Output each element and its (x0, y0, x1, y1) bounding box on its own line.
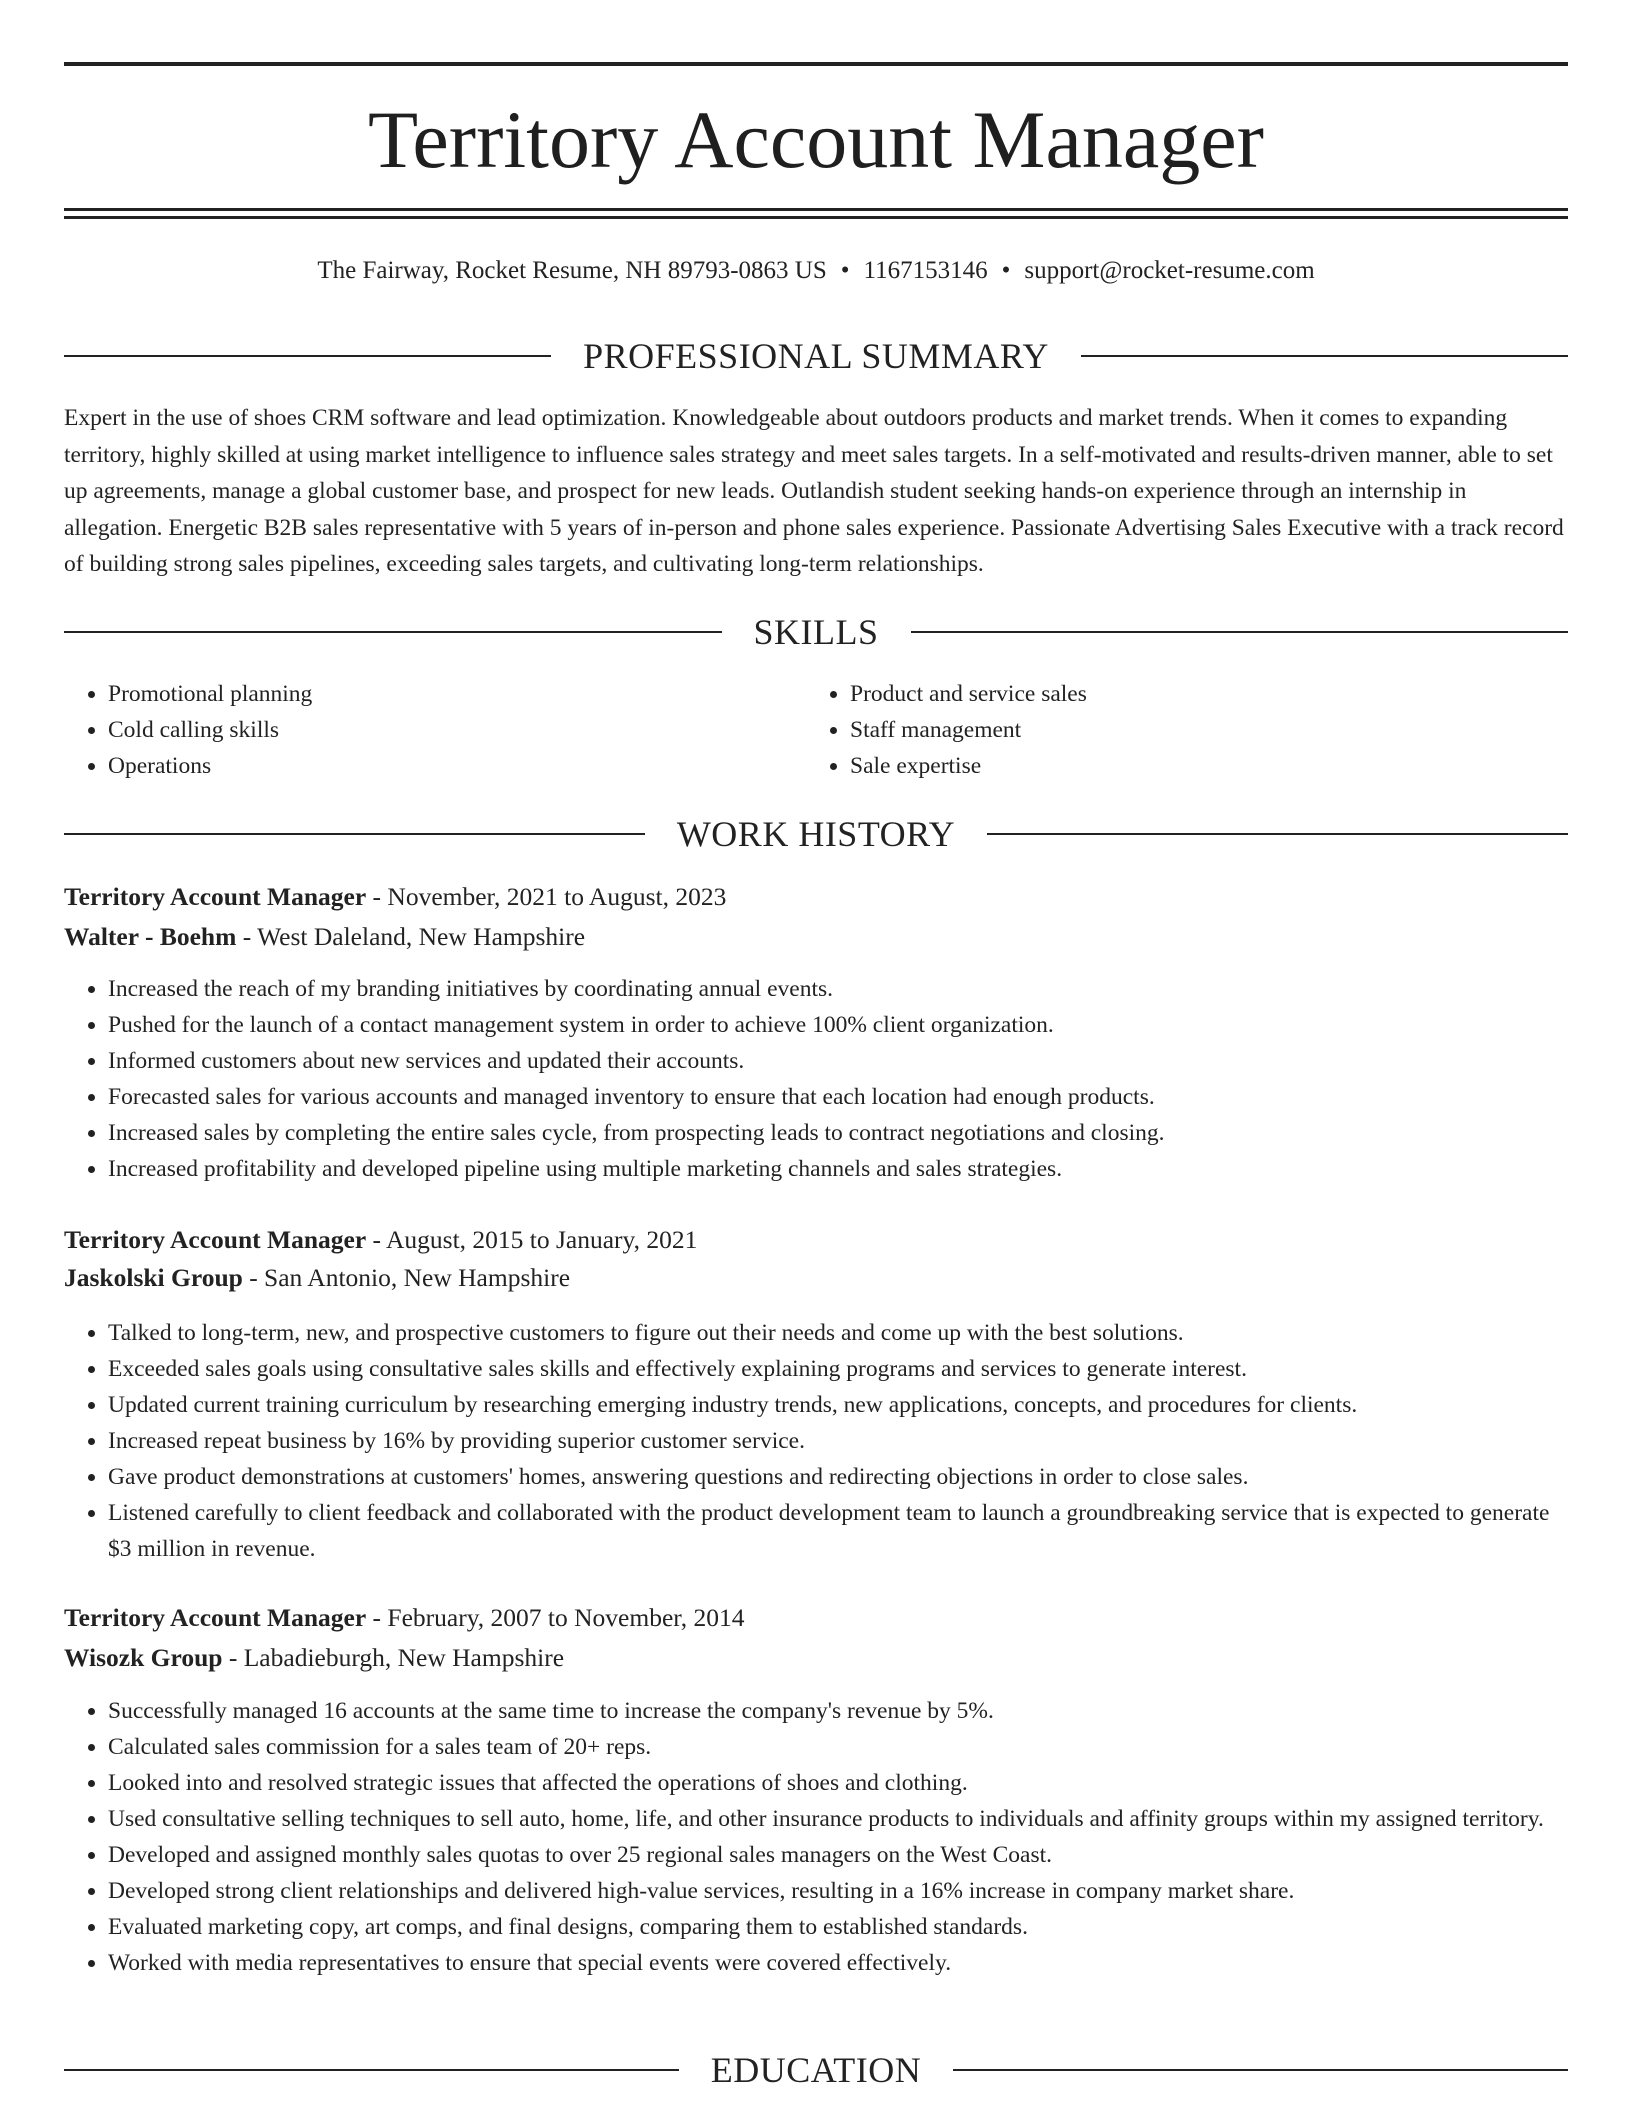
work-section-heading (64, 812, 1568, 856)
job-bullet: • Exceeded sales goals using consultative sales skills and effectively explaining programs and services to generate interest. (108, 1351, 1568, 1387)
job-bullets (64, 971, 1568, 1187)
skill-item: • Sale expertise (850, 748, 1548, 784)
heading-rule-right (987, 833, 1568, 835)
contact-separator: • (1001, 257, 1011, 284)
job-bullet: • Evaluated marketing copy, art comps, and final designs, comparing them to established standards. (108, 1909, 1568, 1945)
job-location: - West Daleland, New Hampshire (236, 922, 586, 951)
job-bullet: • Listened carefully to client feedback and collaborated with the product development team to launch a groundbreaking service that is expected to generate $3 million in revenue. (108, 1495, 1568, 1567)
job-location: - Labadieburgh, New Hampshire (222, 1643, 565, 1672)
job-company-line (64, 1260, 1568, 1296)
section-title: EDUCATION (710, 2050, 922, 2090)
section-title: WORK HISTORY (676, 814, 956, 854)
skill-item: • Cold calling skills (108, 712, 806, 748)
job-dates: - August, 2015 to January, 2021 (366, 1225, 698, 1254)
job-company-line (64, 919, 1568, 955)
job-bullet: • Developed and assigned monthly sales quotas to over 25 regional sales managers on the West Coast. (108, 1837, 1568, 1873)
job-bullet: • Increased sales by completing the entire sales cycle, from prospecting leads to contract negotiations and closing. (108, 1115, 1568, 1151)
section-title: PROFESSIONAL SUMMARY (583, 336, 1049, 376)
job-bullet: • Forecasted sales for various accounts and managed inventory to ensure that each location had enough products. (108, 1079, 1568, 1115)
job-bullet: • Talked to long-term, new, and prospective customers to figure out their needs and come up with the best solutions. (108, 1315, 1568, 1351)
job-bullet: • Developed strong client relationships and delivered high-value services, resulting in a 16% increase in company market share. (108, 1873, 1568, 1909)
heading-rule-right (911, 631, 1569, 633)
top-rule (64, 62, 1568, 66)
job-title-line (64, 1222, 1568, 1258)
heading-rule-right (953, 2069, 1568, 2071)
section-title: SKILLS (753, 612, 879, 652)
contact-address: The Fairway, Rocket Resume, NH 89793-0863 US (317, 257, 827, 284)
contact-separator: • (840, 257, 850, 284)
job-bullet: • Worked with media representatives to ensure that special events were covered effectively. (108, 1945, 1568, 1981)
heading-rule-left (64, 631, 722, 633)
job-bullet: • Successfully managed 16 accounts at the same time to increase the company's revenue by 5%. (108, 1693, 1568, 1729)
heading-rule-left (64, 833, 645, 835)
skill-item: • Operations (108, 748, 806, 784)
job-bullets (64, 1315, 1568, 1567)
job-title: Territory Account Manager (64, 882, 367, 911)
job-bullet: • Informed customers about new services and updated their accounts. (108, 1043, 1568, 1079)
job-location: - San Antonio, New Hampshire (242, 1263, 571, 1292)
title-double-rule-top (64, 208, 1568, 211)
summary-text: Expert in the use of shoes CRM software and lead optimization. Knowledgeable about outdoors products and market trends. When it comes to expanding territory, highly skilled at using market intelligence to influence sales strategy and meet sales targets. In a self-motivated and results-driven manner, able to set up agreements, manage a global customer base, and prospect for new leads. Outlandish student seeking hands-on experience through an internship in allegation. Energetic B2B sales representative with 5 years of in-person and phone sales experience. Passionate Advertising Sales Executive with a track record of building strong sales pipelines, exceeding sales targets, and cultivating long-term relationships. (64, 405, 1564, 577)
title-double-rule-bottom (64, 216, 1568, 219)
contact-phone: 1167153146 (863, 257, 988, 284)
heading-rule-left (64, 355, 551, 357)
job-bullet: • Used consultative selling techniques to sell auto, home, life, and other insurance products to individuals and affinity groups within my assigned territory. (108, 1801, 1568, 1837)
job-bullet: • Looked into and resolved strategic issues that affected the operations of shoes and clothing. (108, 1765, 1568, 1801)
job-company: Wisozk Group (64, 1643, 223, 1672)
contact-line (0, 254, 1632, 288)
job-company-line (64, 1640, 1568, 1676)
skills-column-left (64, 676, 806, 784)
job-bullet: • Gave product demonstrations at customers' homes, answering questions and redirecting objections in order to close sales. (108, 1459, 1568, 1495)
job-bullets (64, 1693, 1568, 1981)
heading-rule-right (1081, 355, 1568, 357)
job-dates: - November, 2021 to August, 2023 (366, 882, 727, 911)
job-bullet: • Calculated sales commission for a sales team of 20+ reps. (108, 1729, 1568, 1765)
skill-item: • Product and service sales (850, 676, 1548, 712)
summary-section-heading (64, 334, 1568, 378)
job-dates: - February, 2007 to November, 2014 (366, 1603, 745, 1632)
heading-rule-left (64, 2069, 679, 2071)
skills-list (64, 676, 1568, 784)
job-bullet: • Increased profitability and developed pipeline using multiple marketing channels and sales strategies. (108, 1151, 1568, 1187)
skills-section-heading (64, 610, 1568, 654)
skill-item: • Staff management (850, 712, 1548, 748)
job-title: Territory Account Manager (64, 1225, 367, 1254)
job-company: Jaskolski Group (64, 1263, 243, 1292)
job-bullet: • Pushed for the launch of a contact management system in order to achieve 100% client organization. (108, 1007, 1568, 1043)
education-section-heading (64, 2048, 1568, 2092)
job-company: Walter - Boehm (64, 922, 237, 951)
job-title-line (64, 879, 1568, 915)
job-bullet: • Increased the reach of my branding initiatives by coordinating annual events. (108, 971, 1568, 1007)
job-bullet: • Updated current training curriculum by researching emerging industry trends, new applications, concepts, and procedures for clients. (108, 1387, 1568, 1423)
job-title-line (64, 1600, 1568, 1636)
job-title: Territory Account Manager (64, 1603, 367, 1632)
job-bullet: • Increased repeat business by 16% by providing superior customer service. (108, 1423, 1568, 1459)
resume-title: Territory Account Manager (368, 94, 1264, 185)
skill-item: • Promotional planning (108, 676, 806, 712)
skills-column-right (806, 676, 1548, 784)
contact-email: support@rocket-resume.com (1024, 257, 1315, 284)
